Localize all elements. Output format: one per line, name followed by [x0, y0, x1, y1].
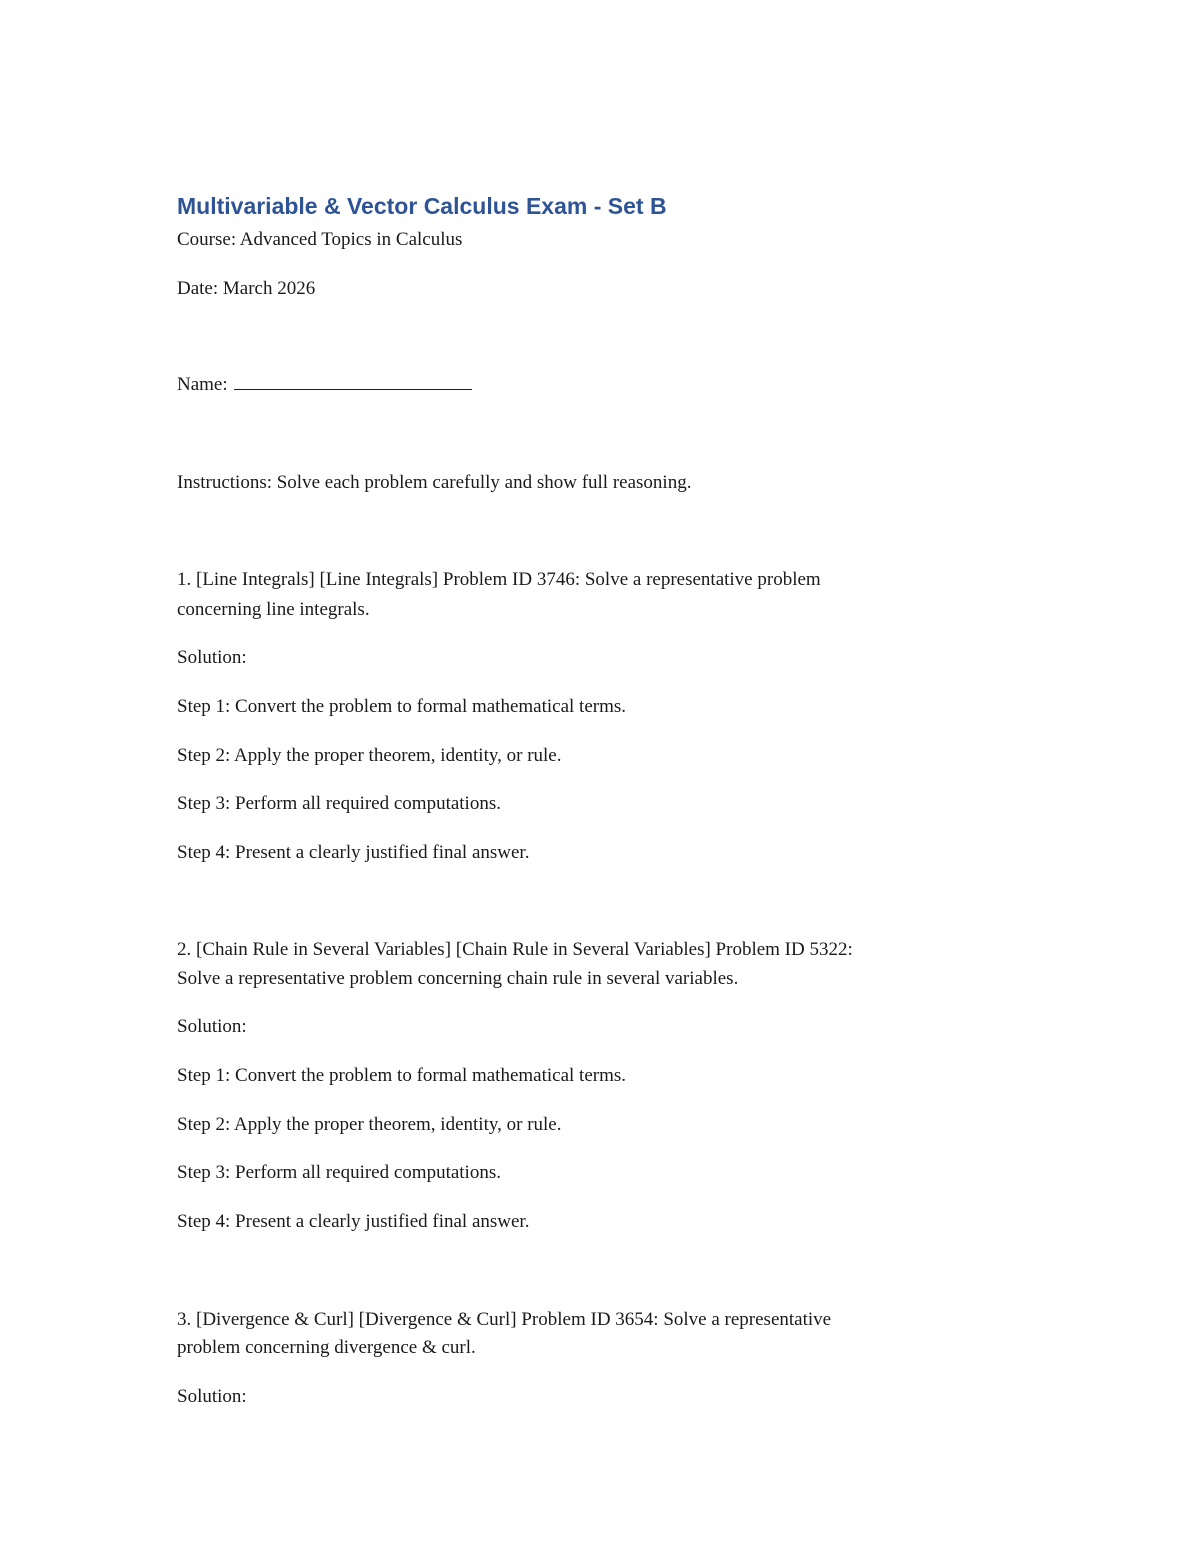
name-blank-line[interactable] — [234, 371, 472, 390]
problem-1-text-line2: concerning line integrals. — [177, 599, 370, 620]
problem-2-text-line1: 2. [Chain Rule in Several Variables] [Chain Rule in Several Variables] Problem ID 5322: — [177, 939, 853, 960]
problem-2-solution-label: Solution: — [177, 1016, 247, 1037]
name-field-row — [177, 371, 472, 399]
course-line: Course: Advanced Topics in Calculus — [177, 229, 463, 250]
instructions: Instructions: Solve each problem carefully and show full reasoning. — [177, 472, 692, 493]
problem-3-solution-label: Solution: — [177, 1386, 247, 1407]
problem-1-step-4: Step 4: Present a clearly justified final answer. — [177, 842, 530, 863]
date-line: Date: March 2026 — [177, 278, 316, 299]
problem-1-text-line1: 1. [Line Integrals] [Line Integrals] Problem ID 3746: Solve a representative problem — [177, 569, 821, 590]
problem-1-step-2: Step 2: Apply the proper theorem, identity, or rule. — [177, 745, 562, 766]
problem-2-text-line2: Solve a representative problem concerning chain rule in several variables. — [177, 968, 739, 989]
exam-title: Multivariable & Vector Calculus Exam - Set B — [177, 193, 667, 219]
problem-3-text-line1: 3. [Divergence & Curl] [Divergence & Curl] Problem ID 3654: Solve a representative — [177, 1309, 832, 1330]
problem-2-step-1: Step 1: Convert the problem to formal mathematical terms. — [177, 1065, 627, 1086]
problem-2-step-2: Step 2: Apply the proper theorem, identity, or rule. — [177, 1114, 562, 1135]
problem-2-step-3: Step 3: Perform all required computations. — [177, 1162, 501, 1183]
problem-1-step-3: Step 3: Perform all required computations. — [177, 793, 501, 814]
name-label: Name: — [177, 374, 228, 395]
problem-2-step-4: Step 4: Present a clearly justified final answer. — [177, 1211, 530, 1232]
problem-3-text-line2: problem concerning divergence & curl. — [177, 1337, 476, 1358]
problem-1-step-1: Step 1: Convert the problem to formal mathematical terms. — [177, 696, 627, 717]
problem-1-solution-label: Solution: — [177, 647, 247, 668]
